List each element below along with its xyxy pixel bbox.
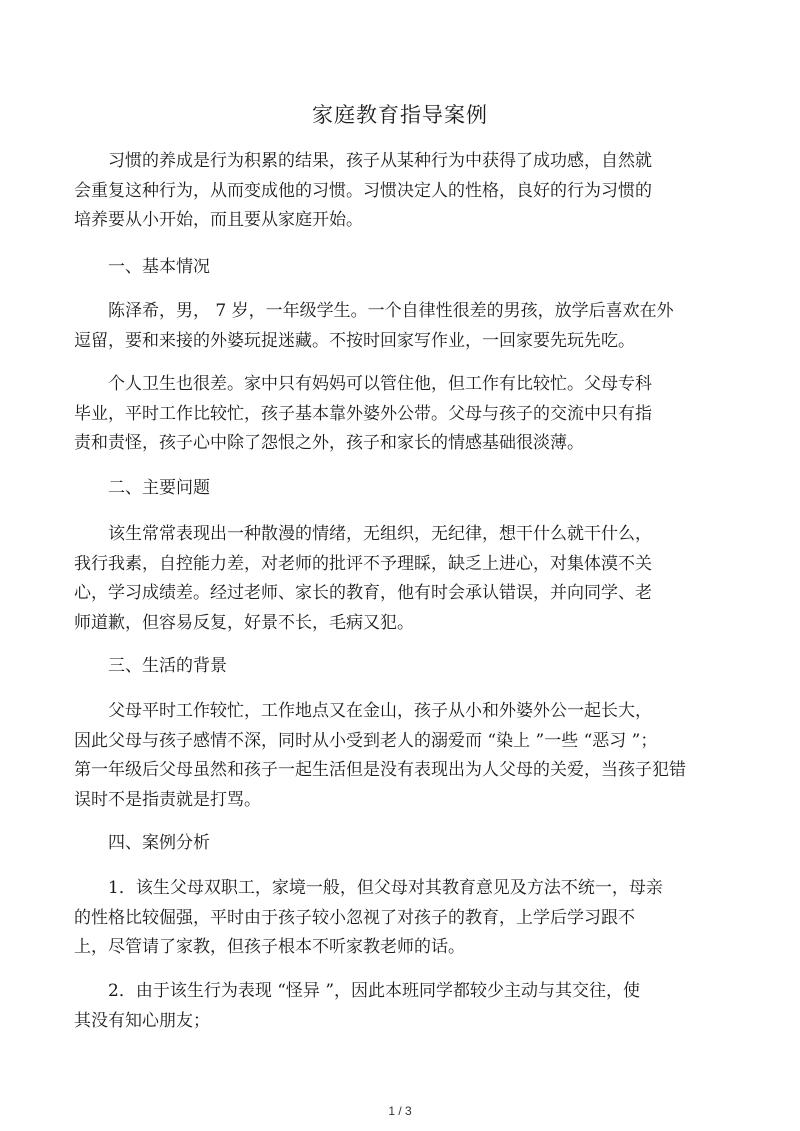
text-line: 习惯的养成是行为积累的结果，孩子从某种行为中获得了成功感，自然就 (108, 151, 652, 171)
text-line: 师道歉，但容易反复，好景不长，毛病又犯。 (74, 612, 414, 633)
text-line: 因此父母与孩子感情不深，同时从小受到老人的溺爱而 “染上 ”一些 “恶习 ”； (74, 730, 658, 751)
section-heading-main-problems: 二、主要问题 (108, 478, 210, 498)
case-analysis-item-1 (74, 874, 714, 963)
basic-info-paragraph-2 (74, 370, 714, 459)
text-line: 陈泽希，男， 7 岁，一年级学生。一个自律性很差的男孩，放学后喜欢在外 (108, 301, 674, 321)
text-line: 上，尽管请了家教，但孩子根本不听家教老师的话。 (74, 937, 465, 957)
text-line: 误时不是指责就是打骂。 (74, 789, 261, 810)
intro-paragraph (74, 147, 714, 236)
section-heading-case-analysis: 四、案例分析 (108, 833, 210, 853)
text-line: 的性格比较倔强，平时由于孩子较小忽视了对孩子的教育，上学后学习跟不 (74, 907, 635, 928)
text-line: 父母平时工作较忙，工作地点又在金山，孩子从小和外婆外公一起长大， (108, 701, 652, 721)
life-background-paragraph (74, 697, 714, 815)
text-line: 我行我素，自控能力差，对老师的批评不予理睬，缺乏上进心，对集体漠不关 (74, 553, 652, 574)
text-line: 逗留，要和来接的外婆玩捉迷藏。不按时回家写作业，一回家要先玩先吃。 (74, 330, 635, 351)
text-line: 2．由于该生行为表现 “怪异 ”，因此本班同学都较少主动与其交往，使 (108, 981, 641, 1001)
text-line: 会重复这种行为，从而变成他的习惯。习惯决定人的性格，良好的行为习惯的 (74, 180, 652, 201)
text-line: 个人卫生也很差。家中只有妈妈可以管住他，但工作有比较忙。父母专科 (108, 374, 652, 394)
text-line: 其没有知心朋友； (74, 1010, 210, 1031)
text-line: 毕业，平时工作比较忙，孩子基本靠外婆外公带。父母与孩子的交流中只有指 (74, 403, 652, 424)
text-line: 第一年级后父母虽然和孩子一起生活但是没有表现出为人父母的关爱，当孩子犯错 (74, 760, 686, 780)
basic-info-paragraph-1 (74, 297, 714, 356)
text-line: 该生常常表现出一种散漫的情绪，无组织，无纪律，想干什么就干什么， (108, 524, 652, 544)
document-title: 家庭教育指导案例 (312, 103, 488, 127)
text-line: 心，学习成绩差。经过老师、家长的教育，他有时会承认错误，并向同学、老 (74, 583, 652, 603)
text-line: 培养要从小开始，而且要从家庭开始。 (74, 210, 363, 230)
section-heading-life-background: 三、生活的背景 (108, 656, 227, 676)
text-line: 责和责怪，孩子心中除了怨恨之外，孩子和家长的情感基础很淡薄。 (74, 433, 584, 453)
page-number: 1 / 3 (388, 1104, 412, 1118)
section-heading-basic-info: 一、基本情况 (108, 257, 210, 277)
text-line: 1．该生父母双职工，家境一般，但父母对其教育意见及方法不统一，母亲 (108, 878, 663, 898)
case-analysis-item-2 (74, 977, 714, 1036)
main-problems-paragraph (74, 520, 714, 638)
